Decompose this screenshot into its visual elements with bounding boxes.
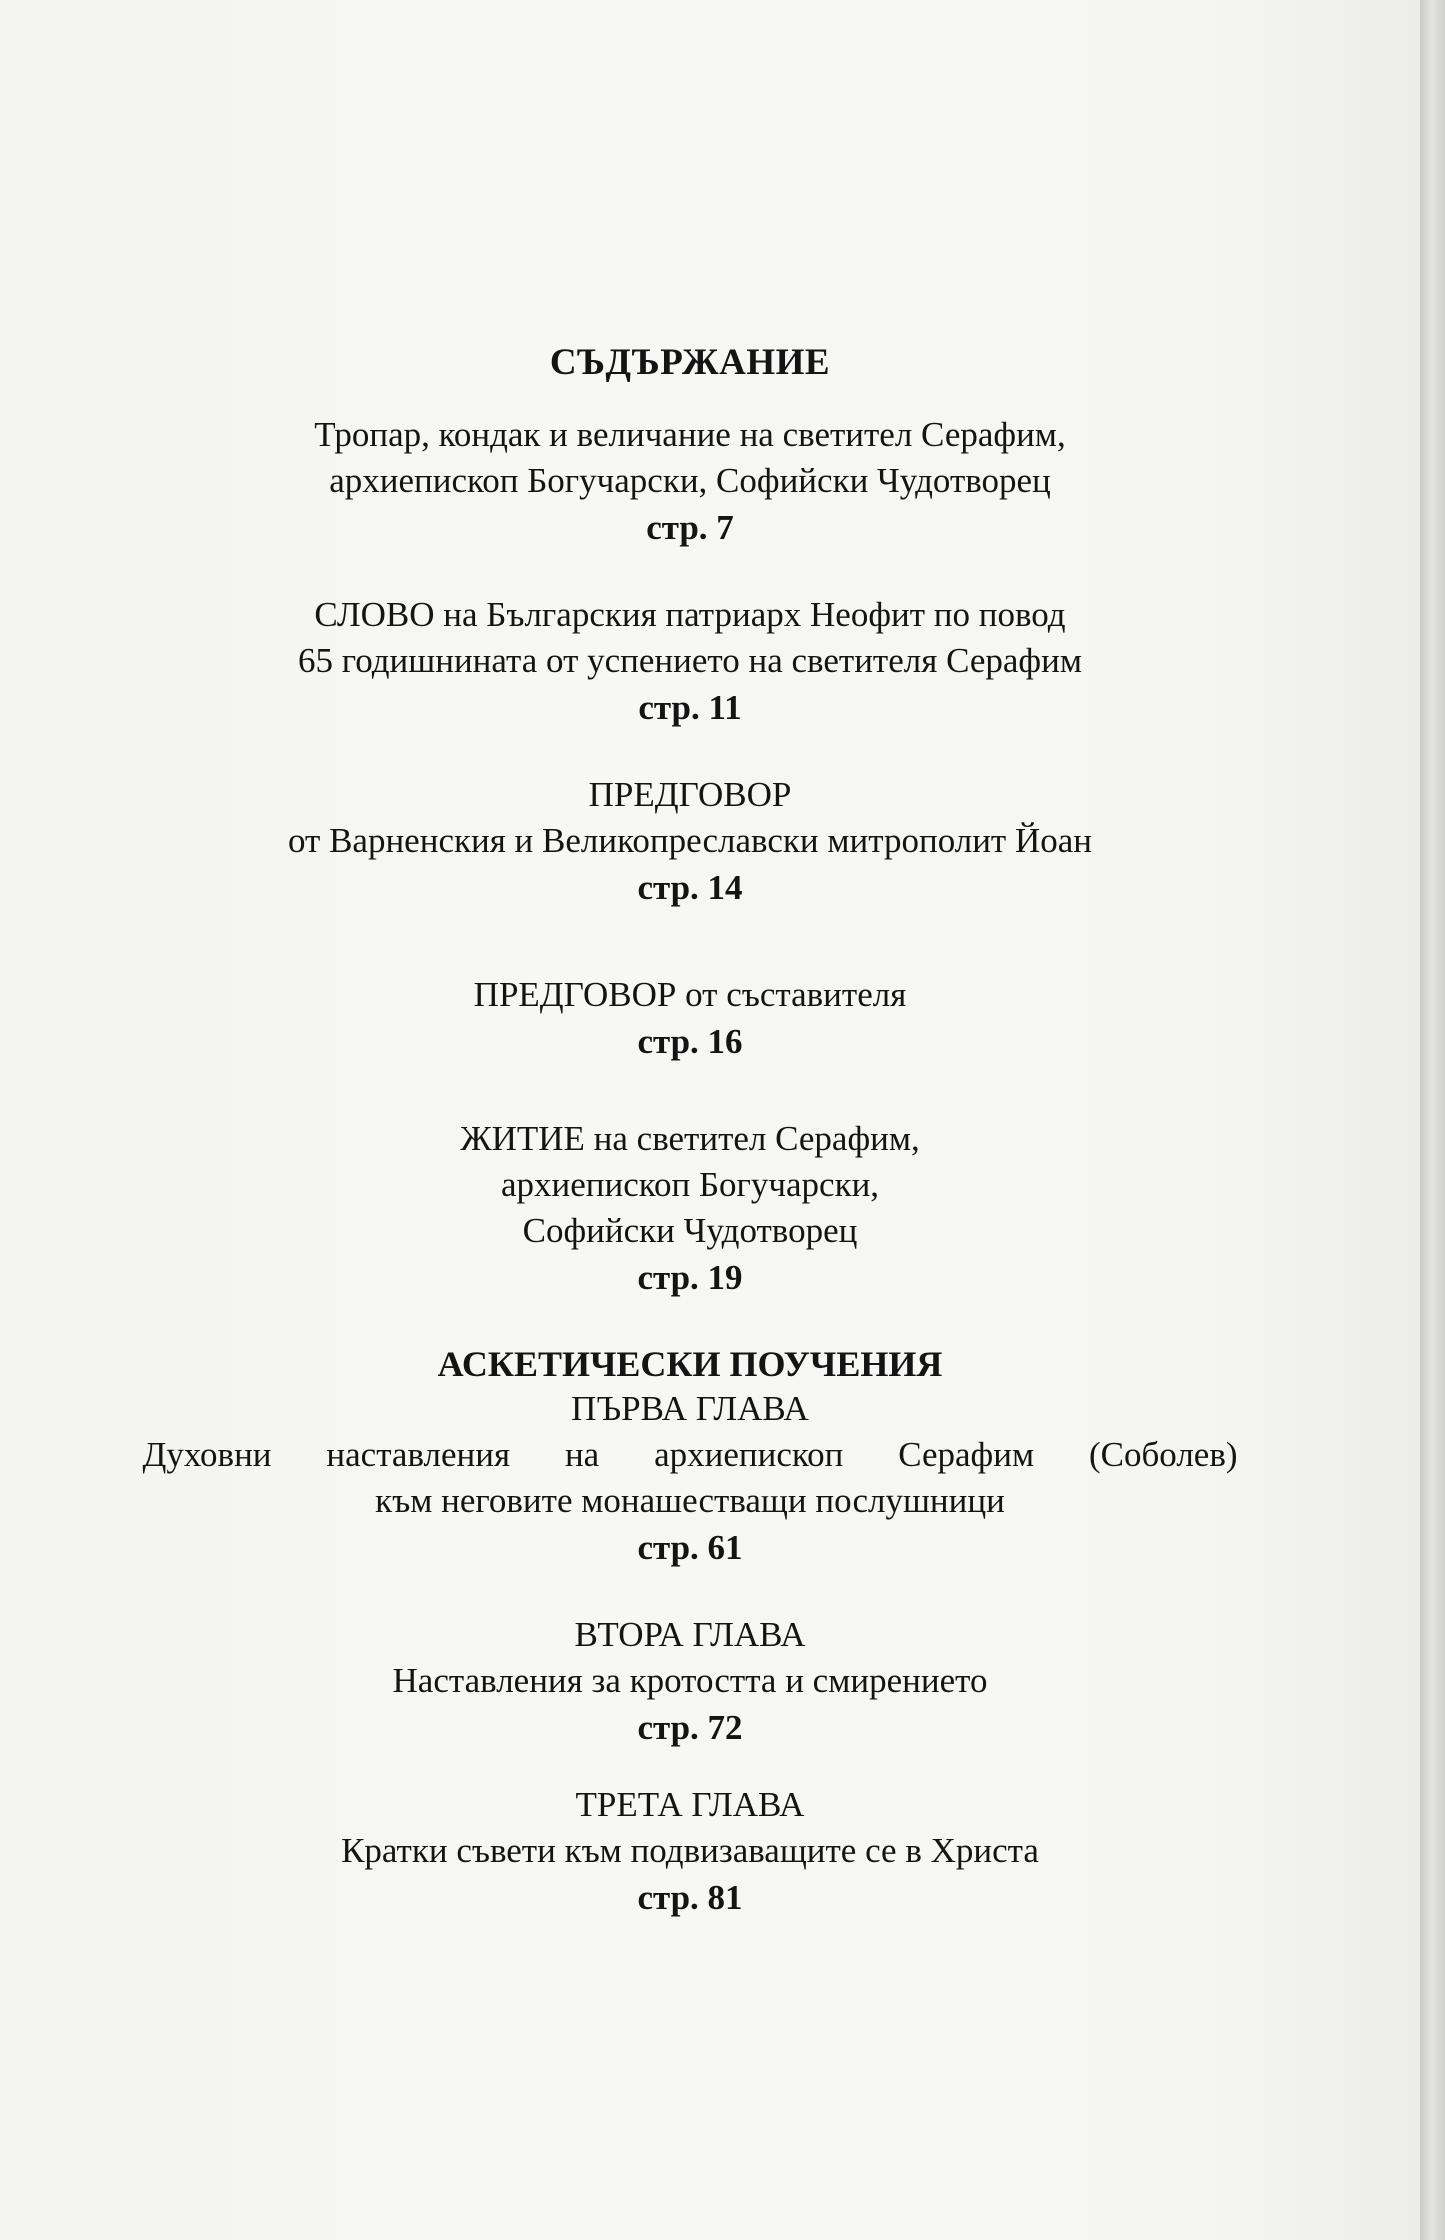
- table-of-contents: [140, 338, 1240, 1952]
- toc-entry-life: [140, 1116, 1240, 1302]
- entry-line: от Варненския и Великопреславски митрополит Йоан: [287, 821, 1093, 860]
- page-reference: стр. 16: [637, 1022, 743, 1061]
- entry-line: ПРЕДГОВОР: [588, 775, 792, 814]
- entry-line: Кратки съвети към подвизаващите се в Христа: [341, 1831, 1039, 1870]
- page-reference: стр. 11: [638, 688, 742, 727]
- chapter-label: ТРЕТА ГЛАВА: [575, 1785, 805, 1824]
- toc-chapter-3: [140, 1782, 1240, 1922]
- page-edge: [1420, 0, 1445, 2240]
- toc-entry-patriarch-word: [140, 592, 1240, 732]
- toc-entry-foreword-metropolitan: [140, 772, 1240, 912]
- toc-title: СЪДЪРЖАНИЕ: [549, 342, 831, 383]
- page-reference: стр. 61: [637, 1528, 743, 1567]
- page-reference: стр. 14: [637, 868, 743, 907]
- toc-entry-foreword-compiler: [140, 972, 1240, 1066]
- entry-line: ПРЕДГОВОР от съставителя: [473, 975, 907, 1014]
- entry-line: архиепископ Богучарски,: [500, 1165, 880, 1204]
- entry-line: СЛОВО на Българския патриарх Неофит по повод: [314, 595, 1066, 634]
- entry-line: към неговите монашестващи послушници: [375, 1481, 1005, 1520]
- page-reference: стр. 19: [637, 1258, 743, 1297]
- entry-line: Наставления за кротостта и смирението: [392, 1661, 988, 1700]
- toc-chapter-2: [140, 1612, 1240, 1752]
- page-reference: стр. 7: [646, 508, 734, 547]
- entry-line: ЖИТИЕ на светител Серафим,: [460, 1119, 920, 1158]
- entry-line: архиепископ Богучарски, Софийски Чудотворец: [329, 461, 1051, 500]
- entry-line: Тропар, кондак и величание на светител Серафим,: [314, 415, 1066, 454]
- chapter-label: ПЪРВА ГЛАВА: [571, 1389, 809, 1428]
- entry-line: 65 годишнината от успението на светителя Серафим: [298, 641, 1082, 680]
- toc-entry-troparion: [140, 412, 1240, 552]
- page-reference: стр. 81: [637, 1878, 743, 1917]
- chapter-label: ВТОРА ГЛАВА: [574, 1615, 806, 1654]
- entry-line: Духовни наставления на архиепископ Серафим (Соболев): [142, 1435, 1238, 1474]
- toc-chapter-1: [140, 1386, 1240, 1572]
- page-reference: стр. 72: [637, 1708, 743, 1747]
- section-heading: АСКЕТИЧЕСКИ ПОУЧЕНИЯ: [437, 1344, 943, 1384]
- entry-line: Софийски Чудотворец: [522, 1211, 858, 1250]
- ascetic-teachings-section: [140, 1342, 1240, 1922]
